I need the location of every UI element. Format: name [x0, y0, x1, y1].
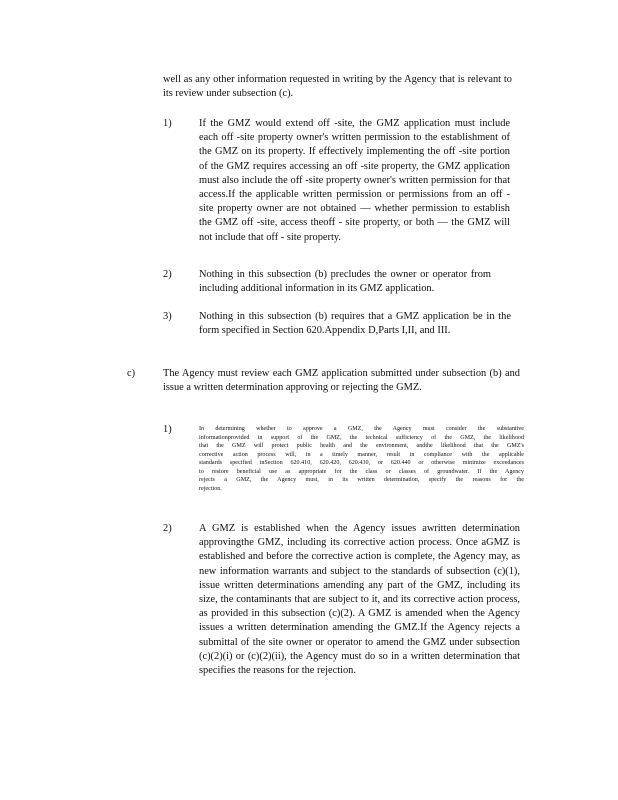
item-b2-text: Nothing in this subsection (b) precludes the owner or operator from including additional information in its GMZ application. [199, 269, 491, 295]
intro-paragraph: well as any other information requested in writing by the Agency that is relevant to its review under subsection (c). [163, 74, 512, 100]
item-b3-number: 3) [163, 311, 172, 322]
item-b1-text: If the GMZ would extend off -site, the GMZ application must include each off -site property owner's written permission to the establishment of the GMZ on its property. If effectively implementing the off -site portion of the GMZ requires accessing an off -site property, the GMZ application must also include the off -site property owner's written permission for that access.If the applicable written permission or permissions from an off - site property owner are not obtained — whether permission to establish the GMZ off -site, access theoff - site property, or both — the GMZ will not include that off - site property. [199, 118, 510, 243]
item-c2-number: 2) [163, 523, 172, 534]
item-b1-number: 1) [163, 118, 172, 129]
item-c2-text: A GMZ is established when the Agency issues awritten determination approvingthe GMZ, including its corrective action process. Once aGMZ is established and before the corrective action is complete, the Agency may, as new information warrants and subject to the standards of subsection (c)(1), issue written determinations amending any part of the GMZ, including its size, the contaminants that are subject to it, and its corrective action process, as provided in this subsection (c)(2). A GMZ is amended when the Agency issues a written determination amending the GMZ.If the Agency rejects a submittal of the site owner or operator to amend the GMZ under subsection (c)(2)(i) or (c)(2)(ii), the Agency must do so in a written determination that specifies the reasons for the rejection. [199, 523, 520, 677]
item-b3-text: Nothing in this subsection (b) requires that a GMZ application be in the form specified in Section 620.Appendix D,Parts I,II, and III. [199, 311, 511, 337]
item-c1-number: 1) [163, 424, 172, 435]
section-c-paragraph: The Agency must review each GMZ application submitted under subsection (b) and issue a written determination approving or rejecting the GMZ. [163, 368, 520, 394]
item-c1-text: In determining whether to approve a GMZ, the Agency must consider the substantive informationprovided in support of the GMZ, the technical sufficiency of the GMZ, the likelihood that the GMZ will protect public health and the environment, andthe likelihood that the GMZ's corrective action process will, in a timely manner, result in compliance with the applicable standards specified inSection 620.410, 620.420, 620.430, or 620.440 or otherwise minimize exceedances to restore beneficial use as appropriate for the class or classes of groundwater. If the Agency rejects a GMZ, the Agency must, in its written determination, specify the reasons for the rejection. [199, 426, 524, 492]
item-b2-number: 2) [163, 269, 172, 280]
section-c-label: c) [127, 368, 136, 379]
